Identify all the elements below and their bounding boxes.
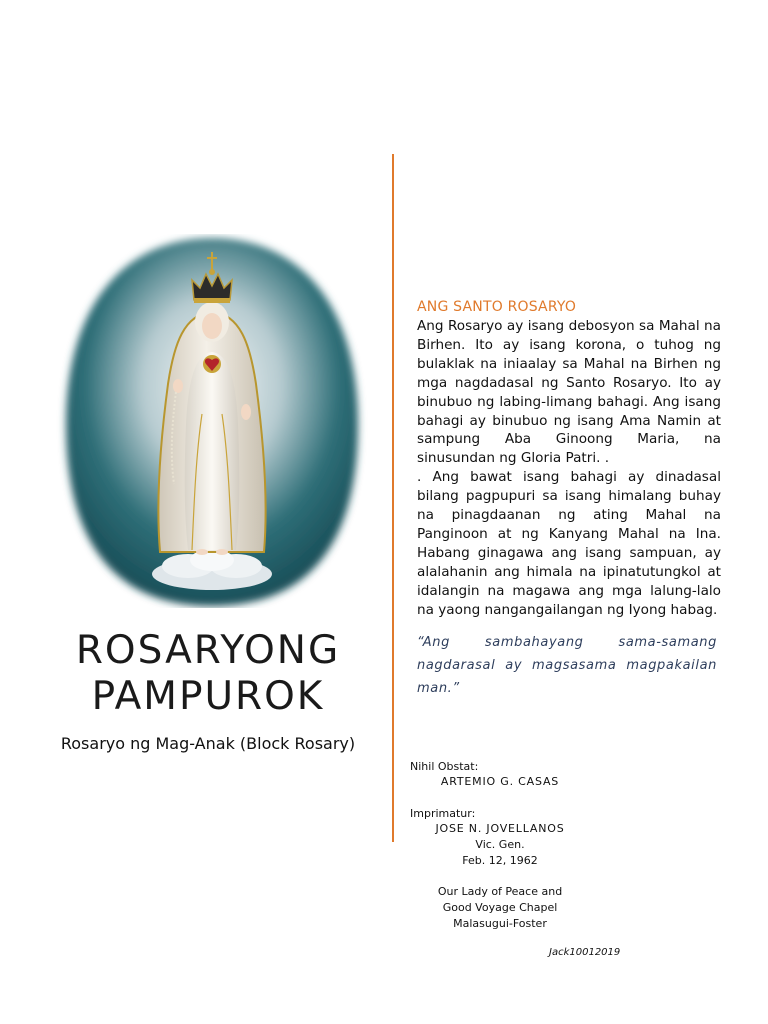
nihil-obstat-name: ARTEMIO G. CASAS	[440, 775, 560, 788]
main-title	[40, 628, 376, 720]
quote-text: “Ang sambahayang sama-samang nagdarasal ay magsasama magpakailan man.”	[417, 635, 717, 696]
imprimatur-title: Vic. Gen.	[475, 838, 525, 851]
main-title-line2: PAMPUROK	[91, 674, 325, 719]
chapel-line-1: Our Lady of Peace and	[437, 885, 563, 898]
section-heading: ANG SANTO ROSARYO	[417, 299, 577, 315]
imprimatur-name: JOSE N. JOVELLANOS	[435, 822, 565, 835]
article-body	[417, 317, 721, 620]
article-paragraph: . Ang bawat isang bahagi ay dinadasal bilang pagpupuri sa isang himalang buhay na pinagdaanan ng ating Mahal na Panginoon at ng Kanyang Mahal na Ina. Habang ginagawa ang isang sampuan, ay alalahanin ang himala na ipinatutungkol at idalangin na magawa ang mga lalung-lalo na yaong nangangailangan ng Iyong habag.	[417, 469, 721, 618]
vertical-divider-line	[392, 154, 394, 842]
document-code: Jack10012019	[549, 947, 621, 958]
subtitle: Rosaryo ng Mag-Anak (Block Rosary)	[60, 734, 356, 753]
virgin-mary-statue-image	[56, 234, 368, 608]
nihil-obstat-label: Nihil Obstat:	[410, 760, 479, 773]
approval-date: Feb. 12, 1962	[462, 854, 538, 867]
article-paragraph: Ang Rosaryo ay isang debosyon sa Mahal na Birhen. Ito ay isang korona, o tuhog ng bulaklak na iniaalay sa Mahal na Birhen ng mga nagdadasal ng Santo Rosaryo. Ito ay binubuo ng labing-limang bahagi. Ang isang bahagi ay binubuo ng isang Ama Namin at sampung Aba Ginoong Maria, na sinusundan ng Gloria Patri. .	[417, 318, 721, 467]
imprimatur-label: Imprimatur:	[410, 807, 476, 820]
chapel-line-3: Malasugui-Foster	[453, 917, 547, 930]
chapel-line-2: Good Voyage Chapel	[442, 901, 558, 914]
main-title-line1: ROSARYONG	[75, 628, 341, 673]
